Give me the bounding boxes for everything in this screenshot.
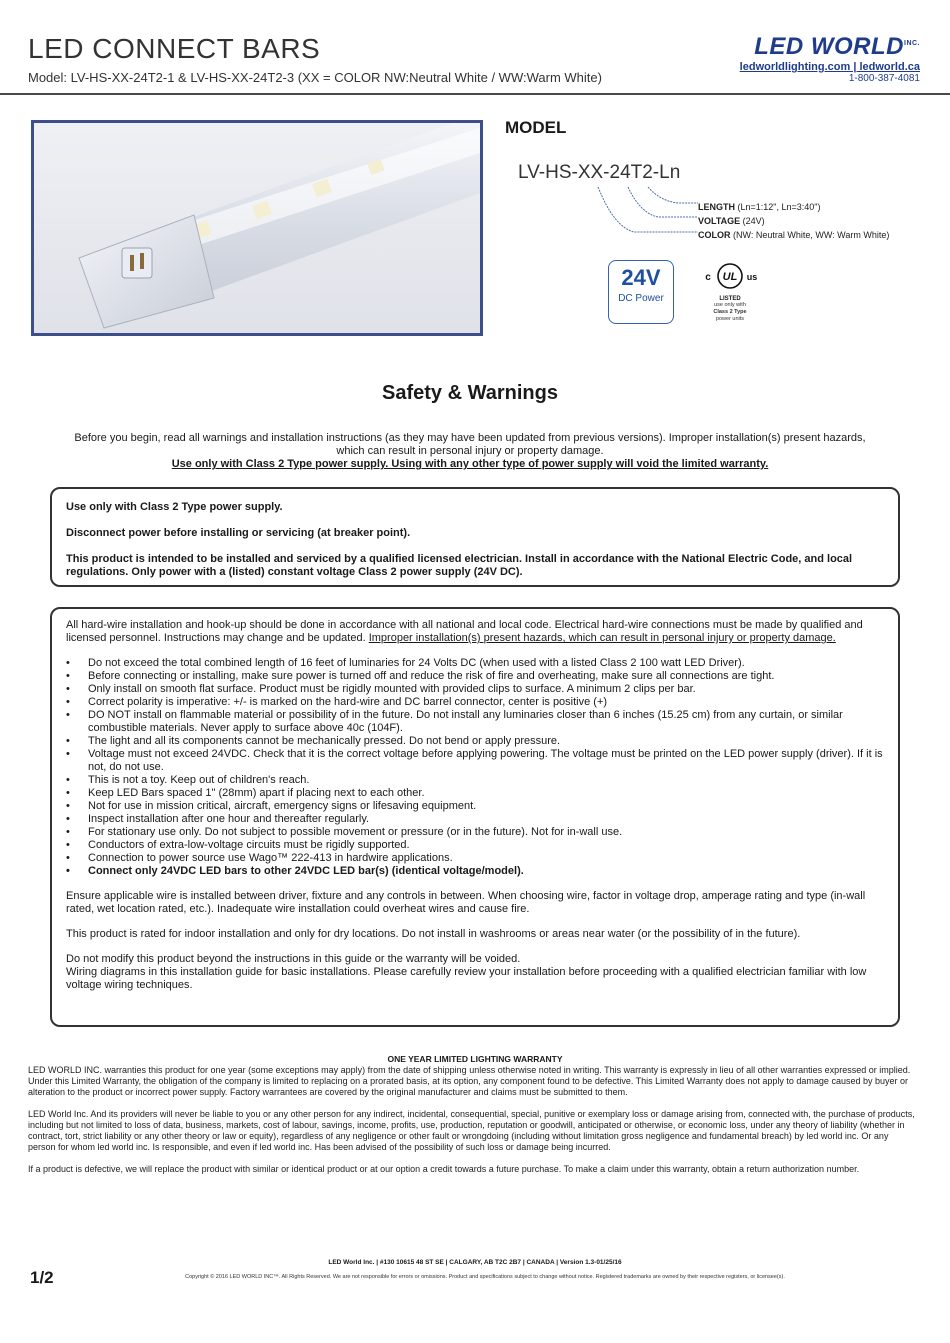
copyright: Copyright © 2016 LED WORLD INC™. All Rights Reserved. We are not responsible for errors or omissions. Product and specifications subject to change without notice. Registered trademarks are owned by their respective registers, or licensee(s). xyxy=(185,1274,785,1280)
list-item: • Before connecting or installing, make sure power is turned off and reduce the risk of fire and overheating, make sure all connections are tight. xyxy=(66,670,884,683)
class2-warning: Use only with Class 2 Type power supply. Using with any other type of power supply will void the limited warranty. xyxy=(171,458,769,470)
list-item: • Voltage must not exceed 24VDC. Check that it is the correct voltage before applying powering. The voltage must be printed on the LED power supply (driver). If it is not, do not use. xyxy=(66,748,884,774)
diagram-note: Wiring diagrams in this installation guide for basic installations. Please carefully review your installation before proceeding with a qualified electrician familiar with low voltage wiring techniques. xyxy=(66,966,867,991)
modify-note: Do not modify this product beyond the instructions in this guide or the warranty will be voided. xyxy=(66,953,521,965)
list-item: • This is not a toy. Keep out of children's reach. xyxy=(66,774,884,787)
model-code: LV-HS-XX-24T2-Ln xyxy=(518,162,681,183)
led-bar-illustration xyxy=(34,123,480,333)
key-warnings-box: Use only with Class 2 Type power supply. Disconnect power before installing or servicing (at breaker point). This product is intended to be installed and serviced by a qualified licensed electrician. Install in accordance with the National Electric Code, and local regulations. Only power with a (listed) constant voltage Class 2 power supply (24V DC). xyxy=(50,487,900,587)
warning-list xyxy=(66,657,884,878)
list-item: • Only install on smooth flat surface. Product must be rigidly mounted with provided clips to surface. A minimum 2 clips per bar. xyxy=(66,683,884,696)
svg-text:UL: UL xyxy=(722,271,738,283)
legend-color: COLOR (NW: Neutral White, WW: Warm White) xyxy=(698,230,890,240)
list-item-bold: • Connect only 24VDC LED bars to other 24VDC LED bar(s) (identical voltage/model). xyxy=(66,865,884,878)
safety-title: Safety & Warnings xyxy=(382,382,558,404)
installation-warnings-box xyxy=(50,607,900,1027)
logo-phone: 1-800-387-4081 xyxy=(848,73,920,84)
badge-voltage: 24V xyxy=(621,265,661,290)
wire-note: Ensure applicable wire is installed between driver, fixture and any controls in between. When choosing wire, factor in voltage drop, amperage rating and type (in-wall rated, wet location rated, etc.). Inadequate wire installation could overheat wires and cause fire. xyxy=(66,890,866,915)
list-item: • For stationary use only. Do not subject to possible movement or pressure (or in the future). Not for in-wall use. xyxy=(66,826,884,839)
model-legend-connectors xyxy=(590,185,700,240)
legend-voltage: VOLTAGE (24V) xyxy=(698,216,765,226)
list-item: • Keep LED Bars spaced 1" (28mm) apart if placing next to each other. xyxy=(66,787,884,800)
installation-intro: All hard-wire installation and hook-up should be done in accordance with all national and local code. Electrical hard-wire connections must be made by qualified and licensed personnel. Instructions may change and be updated. Improper installation(s) present hazards, which can result in personal injury or property damage. xyxy=(66,619,863,644)
product-photo xyxy=(31,120,483,336)
page-number: 1/2 xyxy=(30,1268,54,1287)
led-world-logo xyxy=(730,33,920,84)
logo-text: LED $WORLD^{INC.}$ xyxy=(754,33,920,60)
model-subtitle: Model: LV-HS-XX-24T2-1 & LV-HS-XX-24T2-3 (XX = COLOR NW:Neutral White / WW:Warm White) xyxy=(28,70,602,85)
legend-length: LENGTH (Ln=1:12", Ln=3:40") xyxy=(698,202,821,212)
list-item: • Conductors of extra-low-voltage circuits must be rigidly supported. xyxy=(66,839,884,852)
logo-website-link[interactable]: ledworldlighting.com | ledworld.ca xyxy=(739,61,920,73)
ul-logo-icon xyxy=(698,262,762,290)
voltage-badge xyxy=(608,260,674,324)
model-heading: MODEL xyxy=(505,118,567,137)
list-item: • DO NOT install on flammable material or possibility of in the future. Do not install any luminaries closer than 6 inches (15.25 cm) from any curtain, or similar combustible materials. Never apply to surface above 40c (104F). xyxy=(66,709,884,735)
badge-power: DC Power xyxy=(618,293,664,304)
warranty-title: ONE YEAR LIMITED LIGHTING WARRANTY xyxy=(387,1054,563,1064)
list-item: • Do not exceed the total combined length of 16 feet of luminaries for 24 Volts DC (when used with a listed Class 2 100 watt LED Driver). xyxy=(66,657,884,670)
safety-intro: Before you begin, read all warnings and installation instructions (as they may have been updated from previous versions). Improper installation(s) present hazards, which can result in personal injury or property damage. Use only with Class 2 Type power supply. Using with any other type of power supply will void the limited warranty. xyxy=(60,432,880,471)
page-title: LED CONNECT BARS xyxy=(28,33,321,64)
list-item: • Connection to power source use Wago™ 222-413 in hardwire applications. xyxy=(66,852,884,865)
footer-address: LED World Inc. | #130 10615 48 ST SE | CALGARY, AB T2C 2B7 | CANADA | Version 1.3-01/25/16 xyxy=(328,1259,622,1266)
svg-text:us: us xyxy=(746,272,758,282)
svg-text:c: c xyxy=(705,272,711,283)
ul-listed-mark: UL c us LISTED use only with Class 2 Type power units xyxy=(698,262,762,323)
list-item: • Inspect installation after one hour and thereafter regularly. xyxy=(66,813,884,826)
indoor-note: This product is rated for indoor installation and only for dry locations. Do not install in washrooms or areas near water (or the possibility of in the future). xyxy=(66,928,801,940)
list-item: • The light and all its components cannot be mechanically pressed. Do not bend or apply pressure. xyxy=(66,735,884,748)
list-item: • Not for use in mission critical, aircraft, emergency signs or lifesaving equipment. xyxy=(66,800,884,813)
header-divider xyxy=(0,93,950,95)
list-item: • Correct polarity is imperative: +/- is marked on the hard-wire and DC barrel connector, center is positive (+) xyxy=(66,696,884,709)
warranty-text: LED WORLD INC. warranties this product for one year (some exceptions may apply) from the date of shipping unless otherwise noted in writing. This warranty is expressly in lieu of all other warranties expressed or implied. Under this Limited Warranty, the obligation of the company is limited to replacing on a prorated basis, at its option, any component found to be defective. This Limited Warranty does not apply to damage caused by buyer or alteration to the product or incorrect power supply. Factory warrantees are covered by the original manufacturer and claims must be submitted to them. LED World Inc. And its providers will never be liable to you or any other person for any indirect, incidental, consequential, special, punitive or exemplary loss or damage arising from, connected with, the purchase of products, including but not limited to loss of data, business, markets, cost of labour, savings, income, profits, use, production, reputation or goodwill, anticipated or otherwise, or economic loss, under any theory of liability (whether in contract, tort, strict liability or any other theory or law or equity), regardless of any negligence or other fault or wrongdoing (including without limitation gross negligence and fundamental breach) by led world inc. Or any person for whom led world inc. Is responsible, and even if led world inc. Has been advised of the possibility of such loss or damage being incurred. If a product is defective, we will replace the product with similar or identical product or at our option a credit towards a future purchase. To make a claim under this warranty, obtain a return authorization number. xyxy=(28,1065,915,1174)
